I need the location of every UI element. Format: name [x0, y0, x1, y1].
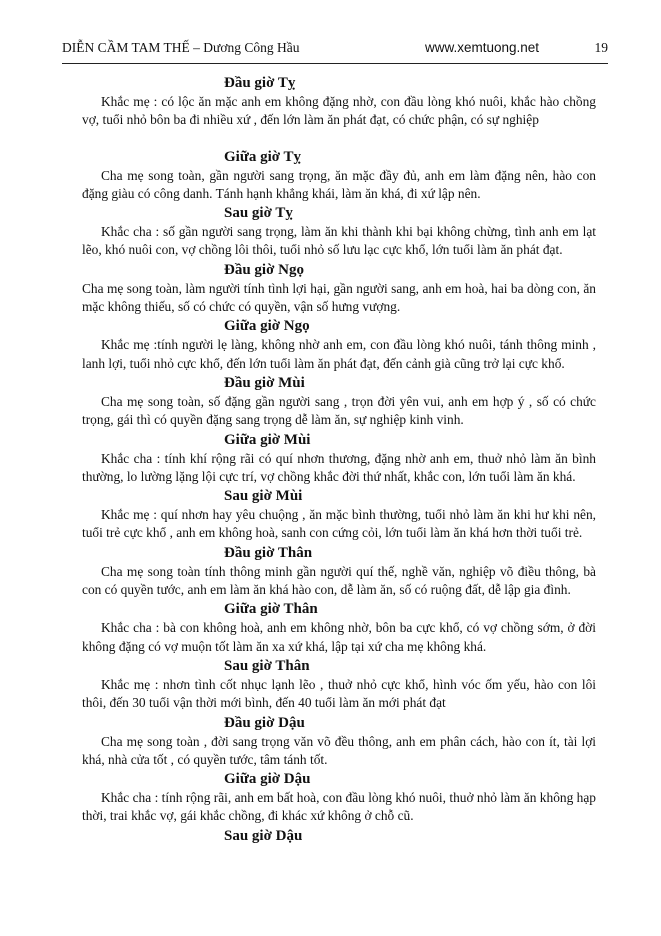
website-link[interactable]: www.xemtuong.net	[425, 40, 540, 55]
header-divider	[62, 63, 608, 64]
section-giua-gio-mui	[82, 430, 596, 487]
section-giua-gio-ngo	[82, 316, 596, 373]
section-dau-gio-ngo	[82, 260, 596, 317]
section-giua-gio-dau	[82, 769, 596, 826]
section-text: Khắc cha : số gần người sang trọng, làm ăn khi thành khi bại không chừng, tình anh em lạt lẽo, khó nuôi con, vợ chồng lôi thôi, tuổi nhỏ số lưu lạc cực khổ, lớn tuổi làm ăn phát đạt.	[82, 224, 596, 258]
section-heading: Giữa giờ Dậu	[224, 771, 311, 788]
section-text: Khắc cha : tính rộng rãi, anh em bất hoà, con đầu lòng khó nuôi, thuở nhỏ làm ăn không hạp thời, trai khắc vợ, gái khắc chồng, đi khác xứ không ở chỗ cũ.	[82, 790, 596, 824]
page-body	[82, 73, 596, 846]
section-heading: Giữa giờ Mùi	[224, 431, 311, 448]
section-heading: Giữa giờ Thân	[224, 601, 318, 618]
book-title: DIỄN CẦM TAM THẾ – Dương Công Hầu	[62, 40, 300, 55]
section-text: Khắc mẹ : nhơn tình cốt nhục lạnh lẽo , thuở nhỏ cực khổ, hình vóc ốm yếu, hào con lôi thôi, đến 30 tuổi vận thời mới bình, đến 40 tuổi làm ăn mới phát đạt	[82, 676, 596, 711]
section-heading: Đầu giờ Ngọ	[224, 261, 304, 278]
section-heading: Sau giờ Dậu	[224, 827, 303, 844]
section-text: Cha mẹ song toàn, làm người tính tình lợi hại, gần người sang, anh em hoà, hai ba dòng con, ăn mặc không thiếu, số có chức có quyền, vận số hưng vượng.	[82, 280, 596, 315]
section-heading: Sau giờ Mùi	[224, 488, 303, 505]
section-heading: Giữa giờ Tỵ	[224, 148, 302, 165]
section-text: Cha mẹ song toàn tính thông minh gần người quí thế, nghề văn, nghiệp võ điều thông, bà con có quyền tước, anh em làm ăn khá hào con, dễ làm ăn, số có ruộng đất, dễ lập gia đình.	[82, 563, 596, 598]
page-header	[62, 40, 608, 60]
section-dau-gio-than	[82, 543, 596, 600]
section-text: Cha mẹ song toàn , đời sang trọng văn võ đều thông, anh em phân cách, hào con ít, tài lợi khá, nhà cửa tốt , có quyền tước, tâm tánh tốt.	[82, 733, 596, 767]
section-text: Khắc mẹ : có lộc ăn mặc anh em không đặng nhờ, con đầu lòng khó nuôi, khắc hào chồng vợ, tuổi nhỏ bôn ba đi nhiều xứ , đến lớn làm ăn phát đạt, có chức phận, có sự nghiệp	[82, 94, 596, 128]
section-heading: Đầu giờ Tỵ	[224, 75, 296, 91]
section-text: Khắc cha : tính khí rộng rãi có quí nhơn thương, đặng nhờ anh em, thuở nhỏ làm ăn bình thường, lo lường lặng lội cực trí, vợ chồng khắc đời thứ nhất, khắc con, lớn tuổi làm ăn khá.	[82, 450, 596, 484]
section-giua-gio-than	[82, 599, 596, 656]
page-number: 19	[594, 40, 608, 55]
section-sau-gio-mui	[82, 486, 596, 543]
section-dau-gio-dau	[82, 713, 596, 770]
section-heading: Sau giờ Tỵ	[224, 205, 293, 222]
section-heading: Đầu giờ Thân	[224, 544, 313, 561]
section-heading: Sau giờ Thân	[224, 657, 310, 674]
section-sau-gio-than	[82, 656, 596, 713]
section-giua-gio-ty	[82, 147, 596, 204]
section-text: Khắc cha : bà con không hoà, anh em không nhờ, bôn ba cực khổ, có vợ chồng sớm, ở đời không đặng có vợ muộn tốt làm ăn xa xứ khá, lập tại xứ cha mẹ không khá.	[82, 620, 596, 654]
section-heading: Đầu giờ Mùi	[224, 374, 305, 391]
section-text: Khắc mẹ :tính người lẹ làng, không nhờ anh em, con đầu lòng khó nuôi, tánh thông minh , lanh lợi, tuổi nhỏ cực khổ, đến lớn tuổi làm ăn phát đạt, đến cảnh già cũng trở lại cực khổ.	[82, 337, 596, 371]
section-sau-gio-dau	[82, 826, 596, 846]
section-text: Cha mẹ song toàn, số đặng gần người sang , trọn đời yên vui, anh em hợp ý , số có chức trọng, gái thì có quyền đặng sang trọng dễ làm ăn, sự nghiệp kinh vinh.	[82, 393, 596, 428]
section-text: Cha mẹ song toàn, gần người sang trọng, ăn mặc đầy đủ, anh em làm đặng nên, hào con đặng giàu có công danh. Tánh hạnh khẳng khái, làm ăn khá, đi xứ lập nên.	[82, 167, 596, 201]
section-heading: Giữa giờ Ngọ	[224, 318, 310, 335]
section-dau-gio-ty	[82, 73, 596, 130]
section-dau-gio-mui	[82, 373, 596, 430]
section-heading: Đầu giờ Dậu	[224, 714, 305, 731]
section-text: Khắc mẹ : quí nhơn hay yêu chuộng , ăn mặc bình thường, tuổi nhỏ làm ăn khi hư khi nên, tuổi trẻ cực khổ , anh em không hoà, sanh con cứng cỏi, lớn tuổi làm ăn khá hơn thời tuổi trẻ.	[82, 507, 596, 541]
section-sau-gio-ty	[82, 203, 596, 260]
